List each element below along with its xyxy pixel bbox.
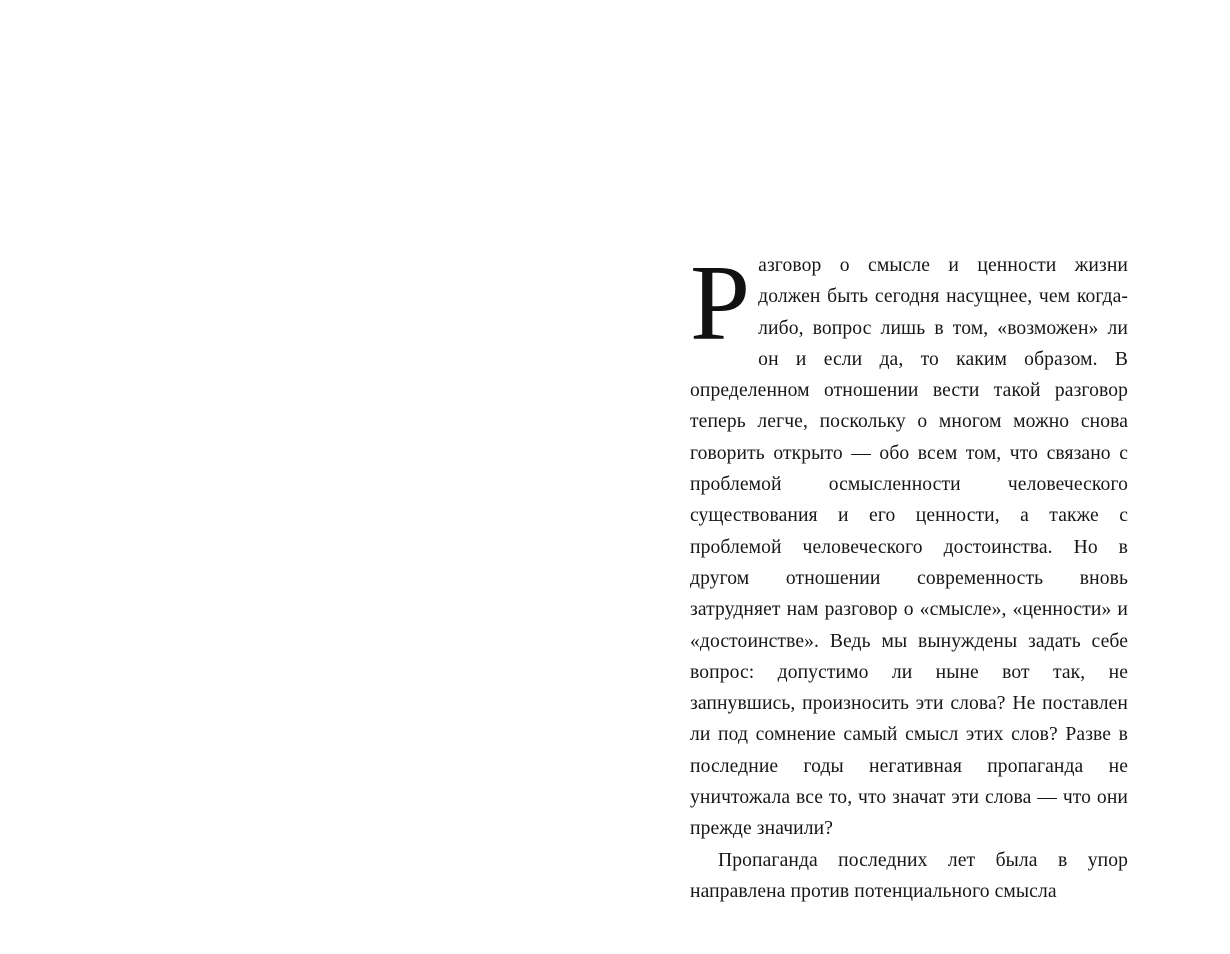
body-text-block xyxy=(690,244,1128,907)
right-text-page xyxy=(608,0,1230,954)
paragraph-1: Разговор о смысле и ценности жизни должен быть сегодня насущнее, чем когда-либо, вопрос лишь в том, «возможен» ли он и если да, то каким образом. В определенном отношении вести такой разговор теперь легче, поскольку о многом можно снова говорить открыто — обо всем том, что связано с проблемой осмысленности человеческого существования и его ценности, а также с проблемой человеческого достоинства. Но в другом отношении современность вновь затрудняет нам разговор о «смысле», «ценности» и «достоинстве». Ведь мы вынуждены задать себе вопрос: допустимо ли ныне вот так, не запнувшись, произносить эти слова? Не поставлен ли под сомнение самый смысл этих слов? Разве в последние годы негативная пропаганда не уничтожала все то, что значат эти слова — что они прежде значили? xyxy=(690,244,1128,840)
paragraph-2: Пропаганда последних лет была в упор направлена против потенциального смысла xyxy=(690,849,1128,902)
left-page-edge xyxy=(0,0,10,954)
left-blank-page xyxy=(0,0,608,954)
